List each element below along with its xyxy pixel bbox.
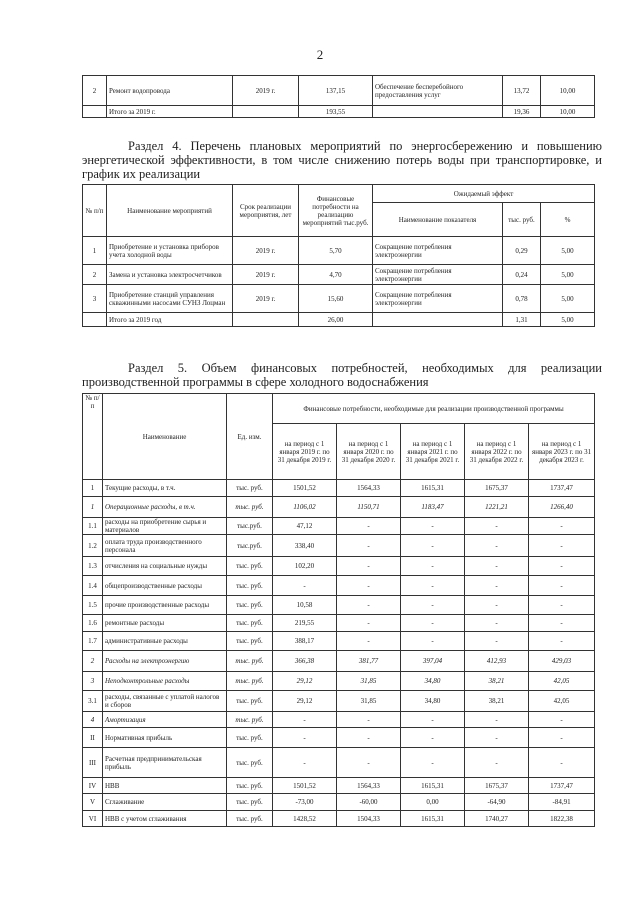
table-row [83, 518, 595, 535]
table-row [83, 615, 595, 632]
cell-value: 338,40 [273, 535, 337, 557]
cell-value: 1675,37 [465, 480, 529, 497]
cell-finance: 15,60 [299, 285, 373, 313]
cell-num: 3 [83, 285, 107, 313]
cell-finance: 26,00 [299, 313, 373, 327]
header-indicator: Наименование показателя [373, 203, 503, 237]
section4-heading-text: Раздел 4. Перечень плановых мероприятий по энергосбережению и повышению энергетической эффективности, в том числе снижению потерь воды при транспортировке, и график их реализации [82, 139, 602, 181]
table-row [83, 672, 595, 691]
cell-name: НВВ [103, 778, 227, 794]
cell-num: 2 [83, 76, 107, 106]
cell-value: - [465, 518, 529, 535]
cell-unit: тыс. руб. [227, 497, 273, 518]
cell-unit: тыс. руб. [227, 632, 273, 651]
cell-value: - [529, 557, 595, 576]
top-table-total-row [83, 106, 595, 118]
table-row [83, 596, 595, 615]
cell-value: - [529, 712, 595, 728]
cell-value: - [465, 535, 529, 557]
section5-heading-text: Раздел 5. Объем финансовых потребностей, необходимых для реализации производственной программы в сфере холодного водоснабжения [82, 361, 602, 389]
cell-num: V [83, 794, 103, 811]
cell-unit: тыс. руб. [227, 557, 273, 576]
cell-value: - [529, 535, 595, 557]
cell-value: 34,80 [401, 672, 465, 691]
cell-num: 1.4 [83, 576, 103, 596]
cell-unit: тыс. руб. [227, 691, 273, 712]
cell-num: 2 [83, 265, 107, 285]
cell-value: - [529, 518, 595, 535]
table-row [83, 535, 595, 557]
table-row [83, 285, 595, 313]
cell-value: 102,20 [273, 557, 337, 576]
cell-value: - [465, 576, 529, 596]
header-effect: Ожидаемый эффект [373, 185, 595, 203]
cell-num: 1.5 [83, 596, 103, 615]
cell-term [233, 313, 299, 327]
cell-name: Ремонт водопровода [107, 76, 233, 106]
cell-value: - [529, 615, 595, 632]
cell-value: - [465, 632, 529, 651]
cell-indicator: Сокращение потребления электроэнергии [373, 237, 503, 265]
cell-num: 1 [83, 480, 103, 497]
cell-value: - [529, 728, 595, 748]
cell-term: 2019 г. [233, 237, 299, 265]
cell-value: - [273, 576, 337, 596]
table-row [83, 237, 595, 265]
cell-value: 397,04 [401, 651, 465, 672]
page-number: 2 [316, 47, 324, 62]
table-row [83, 712, 595, 728]
header-num: № п/п [83, 394, 103, 480]
cell-num: IV [83, 778, 103, 794]
cell-num: 2 [83, 651, 103, 672]
cell-value: 1615,31 [401, 811, 465, 827]
cell-v1: 19,36 [503, 106, 541, 118]
cell-value: - [337, 518, 401, 535]
top-table-row [83, 76, 595, 106]
cell-thousand: 0,29 [503, 237, 541, 265]
header-name: Наименование мероприятий [107, 185, 233, 237]
section5-table [82, 393, 595, 827]
cell-cost: 193,55 [299, 106, 373, 118]
cell-value: - [529, 632, 595, 651]
cell-finance: 5,70 [299, 237, 373, 265]
cell-cost: 137,15 [299, 76, 373, 106]
cell-value: 1501,52 [273, 778, 337, 794]
header-period: на период с 1 января 2022 г. по 31 декабря 2022 г. [465, 424, 529, 480]
header-period: на период с 1 января 2023 г. по 31 декабря 2023 г. [529, 424, 595, 480]
header-percent: % [541, 203, 595, 237]
cell-value: 29,12 [273, 691, 337, 712]
cell-value: 47,12 [273, 518, 337, 535]
cell-value: - [337, 557, 401, 576]
cell-value: 1564,33 [337, 778, 401, 794]
cell-percent: 5,00 [541, 313, 595, 327]
cell-thousand: 0,24 [503, 265, 541, 285]
cell-value: 1150,71 [337, 497, 401, 518]
cell-unit: тыс. руб. [227, 615, 273, 632]
table-row [83, 265, 595, 285]
cell-value: - [273, 748, 337, 778]
cell-num: VI [83, 811, 103, 827]
cell-num: 4 [83, 712, 103, 728]
cell-value: 1737,47 [529, 480, 595, 497]
cell-value: - [337, 535, 401, 557]
cell-value: 1504,33 [337, 811, 401, 827]
cell-value: 42,05 [529, 691, 595, 712]
cell-value: 1615,31 [401, 480, 465, 497]
section4-header-row [83, 185, 595, 203]
top-table [82, 75, 595, 118]
table-row [83, 794, 595, 811]
cell-unit: тыс.руб. [227, 535, 273, 557]
cell-name: ремонтные расходы [103, 615, 227, 632]
cell-value: - [401, 748, 465, 778]
cell-name: Замена и установка электросчетчиков [107, 265, 233, 285]
cell-value: 1737,47 [529, 778, 595, 794]
cell-value: - [273, 728, 337, 748]
cell-v1: 13,72 [503, 76, 541, 106]
cell-effect [373, 106, 503, 118]
cell-value: - [337, 596, 401, 615]
cell-name: Итого за 2019 год [107, 313, 233, 327]
table-row [83, 557, 595, 576]
cell-value: 31,85 [337, 672, 401, 691]
cell-num [83, 313, 107, 327]
cell-effect: Обеспечение бесперебойного предоставления услуг [373, 76, 503, 106]
header-term: Срок реализации мероприятия, лет [233, 185, 299, 237]
section5-heading [82, 361, 602, 389]
cell-value: - [465, 615, 529, 632]
cell-value: 1266,40 [529, 497, 595, 518]
cell-num [83, 106, 107, 118]
cell-unit: тыс. руб. [227, 811, 273, 827]
cell-name: Расходы на электроэнергию [103, 651, 227, 672]
header-finance-group: Финансовые потребности, необходимые для реализации производственной программы [273, 394, 595, 424]
cell-value: - [465, 748, 529, 778]
cell-value: 1183,47 [401, 497, 465, 518]
cell-value: 1822,38 [529, 811, 595, 827]
cell-term: 2019 г. [233, 285, 299, 313]
cell-name: расходы на приобретение сырья и материалов [103, 518, 227, 535]
section5-body [83, 480, 595, 827]
header-name: Наименование [103, 394, 227, 480]
cell-value: 381,77 [337, 651, 401, 672]
table-row [83, 691, 595, 712]
cell-value: 1675,37 [465, 778, 529, 794]
header-thousand: тыс. руб. [503, 203, 541, 237]
cell-num: 1.6 [83, 615, 103, 632]
cell-unit: тыс. руб. [227, 778, 273, 794]
cell-value: - [273, 712, 337, 728]
cell-num: 1 [83, 237, 107, 265]
cell-percent: 5,00 [541, 285, 595, 313]
header-num: № п/п [83, 185, 107, 237]
cell-v2: 10,00 [541, 106, 595, 118]
cell-value: - [337, 712, 401, 728]
cell-unit: тыс. руб. [227, 596, 273, 615]
cell-value: 1428,52 [273, 811, 337, 827]
table-row [83, 480, 595, 497]
cell-value: 34,80 [401, 691, 465, 712]
table-row [83, 651, 595, 672]
cell-name: общепроизводственные расходы [103, 576, 227, 596]
header-period: на период с 1 января 2019 г. по 31 декабря 2019 г. [273, 424, 337, 480]
cell-value: 38,21 [465, 691, 529, 712]
cell-value: 38,21 [465, 672, 529, 691]
cell-name: оплата труда производственного персонала [103, 535, 227, 557]
cell-unit: тыс. руб. [227, 748, 273, 778]
cell-num: III [83, 748, 103, 778]
cell-num: 1.3 [83, 557, 103, 576]
cell-value: - [337, 632, 401, 651]
cell-value: - [401, 535, 465, 557]
cell-indicator: Сокращение потребления электроэнергии [373, 265, 503, 285]
cell-value: - [529, 748, 595, 778]
cell-value: - [401, 518, 465, 535]
cell-name: Приобретение и установка приборов учета холодной воды [107, 237, 233, 265]
cell-unit: тыс. руб. [227, 651, 273, 672]
header-period: на период с 1 января 2021 г. по 31 декабря 2021 г. [401, 424, 465, 480]
cell-value: - [465, 728, 529, 748]
cell-num: 1 [83, 497, 103, 518]
cell-value: - [337, 748, 401, 778]
cell-name: Неподконтрольные расходы [103, 672, 227, 691]
cell-value: - [401, 576, 465, 596]
cell-v2: 10,00 [541, 76, 595, 106]
cell-value: 429,03 [529, 651, 595, 672]
cell-unit: тыс. руб. [227, 712, 273, 728]
cell-name: Сглаживание [103, 794, 227, 811]
cell-value: - [465, 596, 529, 615]
cell-indicator [373, 313, 503, 327]
cell-value: - [337, 615, 401, 632]
cell-num: 3 [83, 672, 103, 691]
table-row [83, 778, 595, 794]
cell-finance: 4,70 [299, 265, 373, 285]
cell-unit: тыс. руб. [227, 576, 273, 596]
cell-value: 366,38 [273, 651, 337, 672]
table-row [83, 728, 595, 748]
cell-value: - [401, 596, 465, 615]
cell-indicator: Сокращение потребления электроэнергии [373, 285, 503, 313]
cell-value: 412,93 [465, 651, 529, 672]
cell-value: - [529, 596, 595, 615]
cell-value: -73,00 [273, 794, 337, 811]
cell-num: 3.1 [83, 691, 103, 712]
cell-value: 1564,33 [337, 480, 401, 497]
cell-unit: тыс.руб. [227, 518, 273, 535]
cell-thousand: 0,78 [503, 285, 541, 313]
cell-value: 1615,31 [401, 778, 465, 794]
cell-name: Текущие расходы, в т.ч. [103, 480, 227, 497]
cell-name: отчисления на социальные нужды [103, 557, 227, 576]
cell-unit: тыс. руб. [227, 672, 273, 691]
header-unit: Ед. изм. [227, 394, 273, 480]
section4-table [82, 184, 595, 327]
cell-name: Нормативная прибыль [103, 728, 227, 748]
cell-value: -84,91 [529, 794, 595, 811]
cell-value: - [465, 712, 529, 728]
table-row [83, 632, 595, 651]
cell-name: Приобретение станций управления скважинными насосами СУНЗ Лоцман [107, 285, 233, 313]
cell-num: 1.1 [83, 518, 103, 535]
cell-thousand: 1,31 [503, 313, 541, 327]
cell-value: - [401, 712, 465, 728]
cell-num: 1.7 [83, 632, 103, 651]
cell-unit: тыс. руб. [227, 794, 273, 811]
cell-term: 2019 г. [233, 265, 299, 285]
cell-value: - [401, 728, 465, 748]
cell-value: 1501,52 [273, 480, 337, 497]
cell-value: 0,00 [401, 794, 465, 811]
table-row [83, 748, 595, 778]
cell-name: Амортизация [103, 712, 227, 728]
table-row [83, 497, 595, 518]
cell-percent: 5,00 [541, 237, 595, 265]
cell-value: 1221,21 [465, 497, 529, 518]
cell-value: 1740,27 [465, 811, 529, 827]
cell-value: - [337, 576, 401, 596]
cell-value: - [465, 557, 529, 576]
section5-header-row [83, 394, 595, 424]
cell-name: расходы, связанные с уплатой налогов и сборов [103, 691, 227, 712]
cell-value: -60,00 [337, 794, 401, 811]
cell-name: Операционные расходы, в т.ч. [103, 497, 227, 518]
section4-heading [82, 139, 602, 181]
cell-name: прочие производственные расходы [103, 596, 227, 615]
cell-value: - [401, 557, 465, 576]
cell-value: 219,55 [273, 615, 337, 632]
cell-value: 42,05 [529, 672, 595, 691]
header-period: на период с 1 января 2020 г. по 31 декабря 2020 г. [337, 424, 401, 480]
table-row [83, 811, 595, 827]
cell-value: - [401, 632, 465, 651]
table-row [83, 576, 595, 596]
cell-name: Итого за 2019 г. [107, 106, 233, 118]
cell-value: 388,17 [273, 632, 337, 651]
cell-name: административные расходы [103, 632, 227, 651]
cell-num: II [83, 728, 103, 748]
cell-name: Расчетная предпринимательская прибыль [103, 748, 227, 778]
cell-value: 31,85 [337, 691, 401, 712]
cell-value: -64,90 [465, 794, 529, 811]
cell-year [233, 106, 299, 118]
cell-name: НВВ с учетом сглаживания [103, 811, 227, 827]
cell-unit: тыс. руб. [227, 480, 273, 497]
cell-num: 1.2 [83, 535, 103, 557]
cell-value: 1106,02 [273, 497, 337, 518]
table-total-row [83, 313, 595, 327]
cell-value: 29,12 [273, 672, 337, 691]
cell-percent: 5,00 [541, 265, 595, 285]
cell-value: - [529, 576, 595, 596]
cell-unit: тыс. руб. [227, 728, 273, 748]
cell-value: - [337, 728, 401, 748]
header-finance: Финансовые потребности на реализацию мероприятий тыс.руб. [299, 185, 373, 237]
cell-value: 10,58 [273, 596, 337, 615]
cell-value: - [401, 615, 465, 632]
cell-year: 2019 г. [233, 76, 299, 106]
